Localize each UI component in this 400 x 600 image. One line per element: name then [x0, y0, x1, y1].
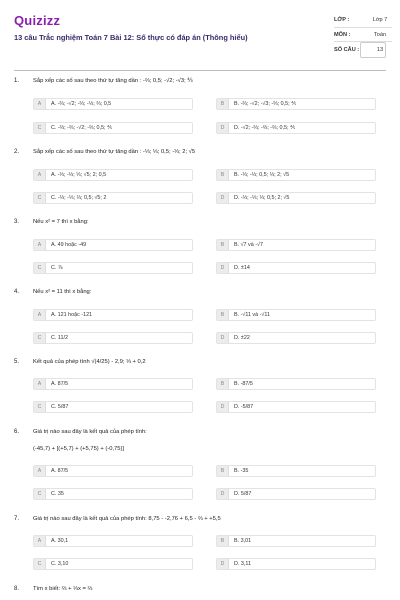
option-c[interactable]: [33, 401, 193, 413]
option-letter: B: [217, 310, 229, 320]
option-c[interactable]: [33, 332, 193, 344]
question-number: 2.: [14, 149, 20, 155]
option-d[interactable]: [216, 488, 376, 500]
option-text: A. 30,1: [51, 538, 69, 544]
option-letter: B: [217, 240, 229, 250]
option-text: A. 87/5: [51, 381, 69, 387]
option-text: C. ⅞: [51, 265, 63, 271]
option-b[interactable]: [216, 465, 376, 477]
header-divider: [14, 70, 386, 71]
option-text: D. ±14: [234, 265, 250, 271]
option-text: C. -⅓; -⅓; ⅓; 0,5; √5; 2: [51, 195, 107, 201]
option-letter: B: [217, 536, 229, 546]
option-letter: D: [217, 263, 229, 273]
option-c[interactable]: [33, 488, 193, 500]
option-text: A. 49 hoặc -49: [51, 242, 87, 248]
subject-value: Toán: [373, 32, 387, 38]
option-d[interactable]: [216, 122, 376, 134]
question-number: 7.: [14, 516, 20, 522]
option-letter: A: [34, 310, 46, 320]
option-letter: D: [217, 489, 229, 499]
question-text: Giá trị nào sau đây là kết quả của phép tính: 8,75 - -2,76 + 6,5 - ⅔ + +5,5: [33, 516, 221, 522]
option-d[interactable]: [216, 332, 376, 344]
option-c[interactable]: [33, 262, 193, 274]
question-text: Tìm x biết: ⅔ + ⅓x = ⅔: [33, 586, 93, 592]
option-letter: D: [217, 123, 229, 133]
subject-row: [334, 32, 387, 38]
question-number: 5.: [14, 359, 20, 365]
option-text: D. 5/87: [234, 491, 252, 497]
option-text: C. 5/87: [51, 404, 69, 410]
option-letter: D: [217, 333, 229, 343]
option-text: B. √7 và -√7: [234, 242, 263, 248]
option-letter: C: [34, 559, 46, 569]
option-text: A. 87/5: [51, 468, 69, 474]
option-letter: B: [217, 466, 229, 476]
count-value: 13: [376, 47, 384, 53]
option-letter: D: [217, 402, 229, 412]
option-letter: C: [34, 263, 46, 273]
option-text: C. -⅔; -⅔; -√2; -⅔; 0,5; ⅘: [51, 125, 113, 131]
question-text: Kết quả của phép tính √(4/25) - 2,9; ⅓ + 0,2: [33, 359, 146, 365]
question-number: 8.: [14, 586, 20, 592]
option-letter: C: [34, 402, 46, 412]
option-b[interactable]: [216, 535, 376, 547]
option-text: D. ±22: [234, 335, 250, 341]
question-number: 1.: [14, 78, 20, 84]
option-letter: C: [34, 489, 46, 499]
option-letter: C: [34, 193, 46, 203]
option-letter: A: [34, 466, 46, 476]
option-c[interactable]: [33, 558, 193, 570]
option-letter: D: [217, 193, 229, 203]
option-text: B. -√11 và -√11: [234, 312, 270, 318]
question-number: 3.: [14, 219, 20, 225]
question-text: Sắp xếp các số sau theo thứ tự tăng dần : -⅓; ⅓; 0,5; -⅓; 2; √5: [33, 149, 196, 155]
option-text: D. -5/87: [234, 404, 254, 410]
option-letter: B: [217, 170, 229, 180]
question-text: Giá trị nào sau đây là kết quả của phép tính:: [33, 429, 147, 435]
option-d[interactable]: [216, 262, 376, 274]
count-label: SỐ CÂU :: [334, 47, 360, 53]
option-letter: D: [217, 559, 229, 569]
grade-value: Lớp 7: [372, 17, 388, 23]
question-text: Sắp xếp các số sau theo thứ tự tăng dần : -⅔; 0,5; -√2; -√3; ⅘: [33, 78, 193, 84]
option-text: B. -35: [234, 468, 249, 474]
option-letter: A: [34, 240, 46, 250]
option-b[interactable]: [216, 309, 376, 321]
option-text: B. 3,01: [234, 538, 252, 544]
option-letter: B: [217, 379, 229, 389]
option-b[interactable]: [216, 378, 376, 390]
grade-row: [334, 17, 388, 23]
document-header: [0, 0, 400, 64]
option-text: B. -⅔; -√2; -√3; -⅔; 0,5; ⅘: [234, 101, 297, 107]
option-letter: A: [34, 99, 46, 109]
option-text: A. -⅔; -√2; -⅔; -⅓; ⅔; 0,5: [51, 101, 112, 107]
option-text: C. 35: [51, 491, 64, 497]
option-c[interactable]: [33, 122, 193, 134]
option-text: D. -√2; -⅔; -⅔; -⅔; 0,5; ⅘: [234, 125, 296, 131]
question-number: 4.: [14, 289, 20, 295]
option-a[interactable]: [33, 239, 193, 251]
option-a[interactable]: [33, 378, 193, 390]
option-letter: C: [34, 333, 46, 343]
question-number: 6.: [14, 429, 20, 435]
document-title: 13 câu Trắc nghiệm Toán 7 Bài 12: Số thực có đáp án (Thông hiểu): [14, 33, 248, 42]
option-text: A. 121 hoặc -121: [51, 312, 93, 318]
option-d[interactable]: [216, 558, 376, 570]
option-c[interactable]: [33, 192, 193, 204]
option-b[interactable]: [216, 98, 376, 110]
option-text: A. -⅓; -⅓; ⅓; √5; 2; 0,5: [51, 172, 107, 178]
option-b[interactable]: [216, 239, 376, 251]
subject-label: MÔN :: [334, 32, 351, 38]
count-row: [334, 47, 384, 53]
option-a[interactable]: [33, 309, 193, 321]
option-a[interactable]: [33, 465, 193, 477]
option-text: D. -⅓; -⅓; ⅓; 0,5; 2; √5: [234, 195, 290, 201]
option-b[interactable]: [216, 169, 376, 181]
quizizz-logo: Quizizz: [14, 13, 61, 28]
option-a[interactable]: [33, 169, 193, 181]
question-text: Nếu x² = 11 thì x bằng:: [33, 289, 92, 295]
option-text: D. 3,11: [234, 561, 251, 567]
option-d[interactable]: [216, 192, 376, 204]
option-a[interactable]: [33, 98, 193, 110]
question-expression: (-45,7) + [(+5,7) + (+5,75) + (-0,75)]: [33, 446, 125, 452]
option-a[interactable]: [33, 535, 193, 547]
grade-label: LỚP :: [334, 17, 350, 23]
question-text: Nếu x² = 7 thì x bằng:: [33, 219, 89, 225]
option-text: C. 3,10: [51, 561, 69, 567]
option-letter: A: [34, 379, 46, 389]
divider: [334, 27, 392, 28]
count-box: [360, 42, 386, 58]
option-letter: A: [34, 170, 46, 180]
option-letter: C: [34, 123, 46, 133]
option-d[interactable]: [216, 401, 376, 413]
option-letter: A: [34, 536, 46, 546]
option-letter: B: [217, 99, 229, 109]
option-text: C. 11/2: [51, 335, 68, 341]
option-text: B. -87/5: [234, 381, 253, 387]
option-text: B. -⅓; -⅓; 0,5; ⅓; 2; √5: [234, 172, 290, 178]
